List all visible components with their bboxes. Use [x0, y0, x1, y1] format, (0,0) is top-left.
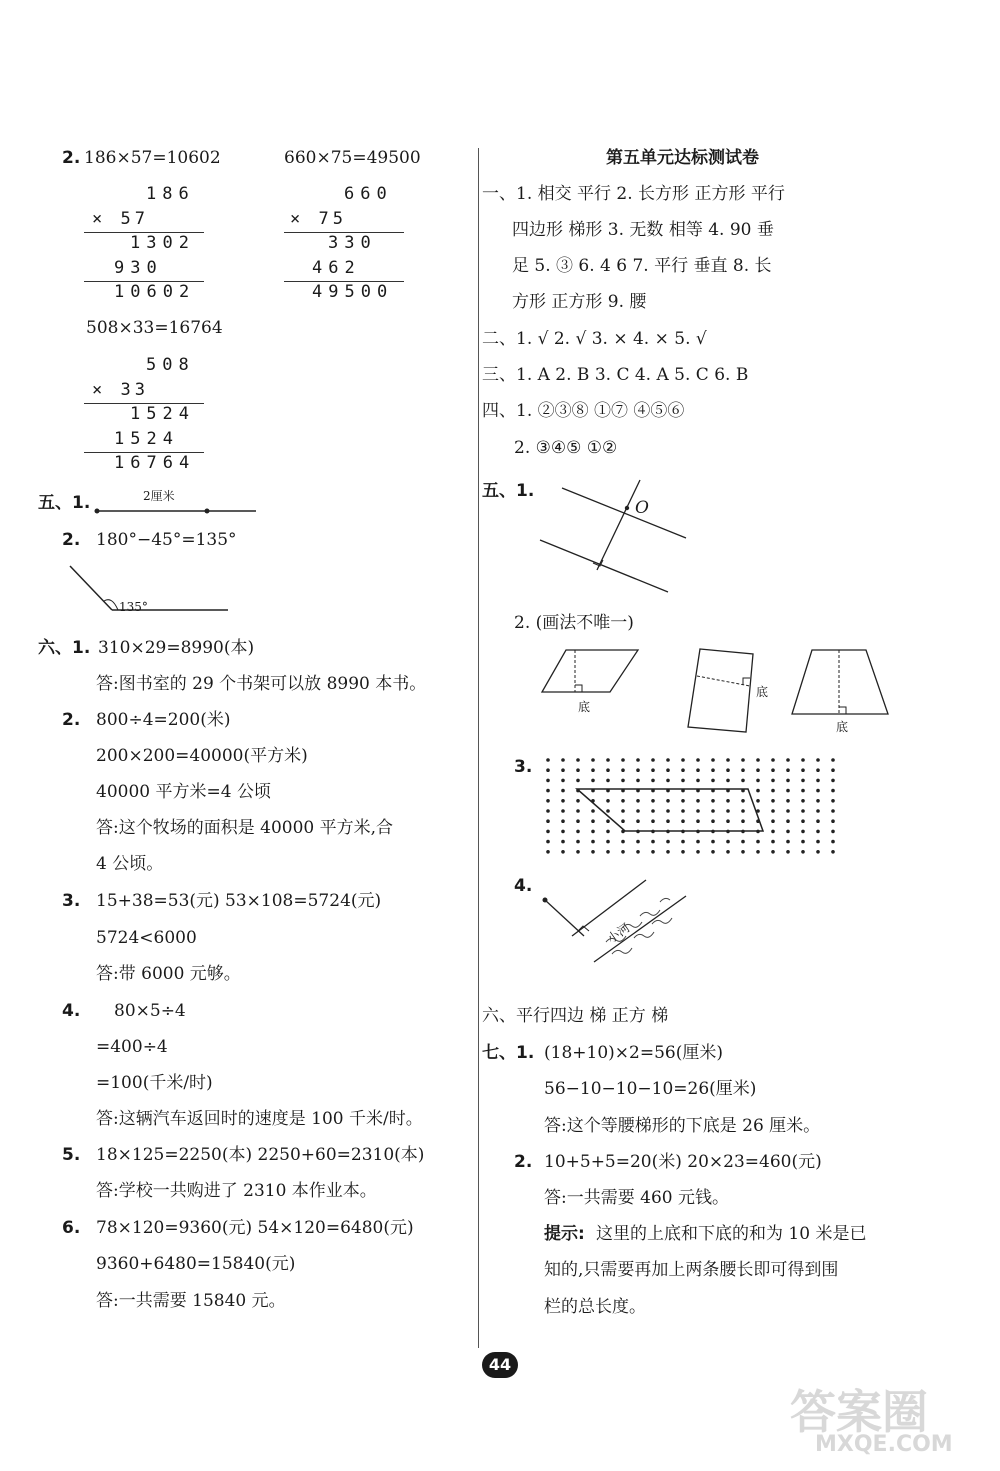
s6-q5-number: 5. — [62, 1145, 81, 1165]
section5-heading: 五、1. — [38, 493, 91, 513]
grid-dot — [816, 768, 820, 772]
grid-dot — [576, 779, 580, 783]
s1-line: 四边形 梯形 3. 无数 相等 4. 90 垂 — [512, 220, 774, 240]
grid-dot — [636, 779, 640, 783]
s5-q2-heading: 2. (画法不唯一) — [514, 613, 634, 633]
grid-dot — [591, 840, 595, 844]
grid-dot — [606, 758, 610, 762]
grid-dot — [711, 768, 715, 772]
grid-dot — [771, 799, 775, 803]
grid-dot — [606, 850, 610, 854]
section6-heading: 六、1. — [38, 638, 91, 658]
grid-dot — [816, 779, 820, 783]
s6-q6-line: 78×120=9360(元) 54×120=6480(元) — [96, 1218, 414, 1238]
s6-q2-line: 40000 平方米=4 公顷 — [96, 782, 271, 802]
grid-dot — [771, 850, 775, 854]
grid-dot — [651, 799, 655, 803]
grid-dot — [741, 850, 745, 854]
q2-number: 2. — [62, 148, 81, 168]
grid-dot — [786, 809, 790, 813]
grid-dot — [606, 779, 610, 783]
calc3-line: 1524 — [130, 404, 195, 424]
grid-dot — [546, 789, 550, 793]
grid-dot — [636, 768, 640, 772]
grid-dot — [561, 779, 565, 783]
s7-q2-number: 2. — [514, 1152, 533, 1172]
calc2-line: 49500 — [312, 282, 394, 302]
grid-dot — [681, 809, 685, 813]
grid-dot — [831, 779, 835, 783]
grid-dot — [726, 779, 730, 783]
grid-dot — [681, 819, 685, 823]
grid-dot — [666, 819, 670, 823]
grid-dot — [756, 840, 760, 844]
grid-dot — [771, 809, 775, 813]
calc1-line: 186 — [146, 184, 195, 204]
grid-dot — [831, 850, 835, 854]
grid-dot — [771, 779, 775, 783]
grid-dot — [831, 799, 835, 803]
grid-dot — [591, 830, 595, 834]
grid-dot — [561, 819, 565, 823]
grid-dot — [726, 840, 730, 844]
grid-dot — [621, 840, 625, 844]
s6-q6-number: 6. — [62, 1218, 81, 1238]
grid-dot — [666, 840, 670, 844]
grid-dot — [816, 840, 820, 844]
grid-dot — [696, 840, 700, 844]
grid-dot — [786, 799, 790, 803]
grid-dot — [666, 758, 670, 762]
grid-dot — [696, 768, 700, 772]
grid-dot — [561, 830, 565, 834]
grid-dot — [801, 779, 805, 783]
grid-dot — [726, 799, 730, 803]
point-o-label: O — [635, 498, 649, 518]
grid-dot — [726, 850, 730, 854]
calc2-line: 330 — [328, 233, 377, 253]
grid-dot — [801, 840, 805, 844]
grid-dot — [666, 809, 670, 813]
grid-dot — [831, 809, 835, 813]
grid-dot — [696, 758, 700, 762]
grid-dot — [801, 819, 805, 823]
s6-q4-number: 4. — [62, 1001, 81, 1021]
grid-dot — [636, 809, 640, 813]
s7-q2-line: 答:一共需要 460 元钱。 — [544, 1188, 729, 1208]
grid-dot — [831, 830, 835, 834]
grid-dot — [606, 830, 610, 834]
grid-dot — [771, 789, 775, 793]
grid-dot — [576, 758, 580, 762]
s5-q3-number: 3. — [514, 757, 533, 777]
grid-dot — [741, 819, 745, 823]
grid-dot — [666, 850, 670, 854]
s6-q5-line: 答:学校一共购进了 2310 本作业本。 — [96, 1181, 377, 1201]
grid-dot — [546, 850, 550, 854]
s6-q6-line: 9360+6480=15840(元) — [96, 1254, 296, 1274]
grid-dot — [711, 758, 715, 762]
grid-dot — [756, 850, 760, 854]
grid-dot — [576, 840, 580, 844]
calc2-line: × 75 — [290, 209, 347, 229]
q2-equation-2: 660×75=49500 — [284, 148, 421, 168]
grid-dot — [561, 768, 565, 772]
grid-dot — [621, 779, 625, 783]
grid-dot — [546, 799, 550, 803]
s3-line: 三、1. A 2. B 3. C 4. A 5. C 6. B — [482, 365, 749, 385]
river-label: 小河 — [604, 920, 633, 946]
grid-dot — [756, 758, 760, 762]
watermark-logo: 答案圈 — [790, 1385, 928, 1439]
hint-label: 提示: — [544, 1224, 585, 1244]
calc2-line: 660 — [344, 184, 393, 204]
grid-dot — [561, 809, 565, 813]
dot-grid — [546, 758, 835, 853]
s7-line: (18+10)×2=56(厘米) — [544, 1043, 723, 1063]
grid-dot — [681, 840, 685, 844]
grid-dot — [606, 799, 610, 803]
grid-dot — [786, 779, 790, 783]
s6-line: 310×29=8990(本) — [98, 638, 255, 658]
grid-dot — [651, 809, 655, 813]
calc2-line: 462 — [312, 258, 361, 278]
grid-dot — [741, 779, 745, 783]
grid-dot — [771, 768, 775, 772]
calc1-line: 10602 — [114, 282, 196, 302]
grid-dot — [666, 768, 670, 772]
page-number: 44 — [482, 1352, 518, 1378]
grid-dot — [696, 779, 700, 783]
grid-dot — [651, 850, 655, 854]
grid-dot — [831, 819, 835, 823]
grid-dot — [546, 768, 550, 772]
grid-dot — [591, 819, 595, 823]
base-label: 底 — [578, 700, 591, 714]
grid-dot — [816, 819, 820, 823]
calc1-line: × 57 — [92, 209, 149, 229]
grid-dot — [561, 789, 565, 793]
s6-answer: 答:图书室的 29 个书架可以放 8990 本书。 — [96, 674, 427, 694]
grid-dot — [546, 840, 550, 844]
grid-dot — [786, 830, 790, 834]
grid-dot — [546, 830, 550, 834]
s6-q4-line: =400÷4 — [96, 1037, 168, 1057]
grid-dot — [816, 830, 820, 834]
grid-dot — [696, 799, 700, 803]
s5-q2-number: 2. — [62, 530, 81, 550]
grid-dot — [591, 850, 595, 854]
grid-dot — [681, 779, 685, 783]
grid-dot — [576, 830, 580, 834]
s6-q4-line: =100(千米/时) — [96, 1073, 213, 1093]
grid-dot — [546, 809, 550, 813]
grid-dot — [621, 799, 625, 803]
grid-dot — [726, 819, 730, 823]
grid-dot — [741, 809, 745, 813]
grid-dot — [786, 789, 790, 793]
s7-line: 答:这个等腰梯形的下底是 26 厘米。 — [544, 1116, 821, 1136]
grid-dot — [696, 819, 700, 823]
grid-dot — [711, 779, 715, 783]
grid-dot — [576, 819, 580, 823]
grid-dot — [726, 758, 730, 762]
grid-dot — [636, 799, 640, 803]
s6-line: 六、平行四边 梯 正方 梯 — [482, 1006, 669, 1026]
grid-dot — [621, 850, 625, 854]
grid-dot — [741, 768, 745, 772]
grid-dot — [816, 809, 820, 813]
grid-dot — [621, 809, 625, 813]
grid-dot — [726, 809, 730, 813]
grid-dot — [771, 819, 775, 823]
grid-dot — [651, 768, 655, 772]
s6-q4-line: 答:这辆汽车返回时的速度是 100 千米/时。 — [96, 1109, 423, 1129]
grid-dot — [651, 758, 655, 762]
s1-line: 一、1. 相交 平行 2. 长方形 正方形 平行 — [482, 184, 785, 204]
s6-q2-line: 800÷4=200(米) — [96, 710, 231, 730]
grid-dot — [636, 850, 640, 854]
grid-dot — [546, 819, 550, 823]
s5-q4-number: 4. — [514, 876, 533, 896]
base-label: 底 — [836, 720, 849, 734]
grid-dot — [606, 809, 610, 813]
s4-line-2: 2. ③④⑤ ①② — [514, 438, 618, 458]
calc1-line: 1302 — [130, 233, 195, 253]
s7-heading: 七、1. — [482, 1043, 535, 1063]
grid-dot — [621, 768, 625, 772]
grid-dot — [801, 830, 805, 834]
grid-dot — [816, 850, 820, 854]
grid-dot — [696, 850, 700, 854]
grid-dot — [561, 850, 565, 854]
grid-dot — [606, 768, 610, 772]
grid-dot — [621, 819, 625, 823]
s7-line: 56−10−10−10=26(厘米) — [544, 1079, 757, 1099]
s1-line: 足 5. ③ 6. 4 6 7. 平行 垂直 8. 长 — [512, 256, 772, 276]
hint-line: 知的,只需要再加上两条腰长即可得到围 — [544, 1260, 839, 1280]
grid-dot — [816, 758, 820, 762]
grid-dot — [831, 758, 835, 762]
grid-dot — [786, 840, 790, 844]
grid-dot — [561, 840, 565, 844]
s6-q3-line: 答:带 6000 元够。 — [96, 964, 241, 984]
s5-q2-equation: 180°−45°=135° — [96, 530, 237, 550]
s6-q3-line: 15+38=53(元) 53×108=5724(元) — [96, 891, 382, 911]
grid-dot — [561, 799, 565, 803]
grid-dot — [756, 789, 760, 793]
grid-dot — [711, 850, 715, 854]
q2-equation-1: 186×57=10602 — [84, 148, 221, 168]
grid-dot — [741, 758, 745, 762]
hint-line: 这里的上底和下底的和为 10 米是已 — [596, 1224, 867, 1244]
grid-dot — [711, 809, 715, 813]
grid-dot — [651, 779, 655, 783]
grid-dot — [711, 799, 715, 803]
s6-q3-line: 5724<6000 — [96, 928, 197, 948]
grid-dot — [576, 799, 580, 803]
s4-line-1: 四、1. ②③⑧ ①⑦ ④⑤⑥ — [482, 401, 685, 421]
s2-line: 二、1. √ 2. √ 3. × 4. × 5. √ — [482, 329, 707, 349]
grid-dot — [771, 758, 775, 762]
grid-dot — [771, 840, 775, 844]
s6-q2-line: 4 公顷。 — [96, 854, 164, 874]
grid-dot — [651, 840, 655, 844]
grid-dot — [576, 850, 580, 854]
grid-dot — [786, 758, 790, 762]
s6-q2-number: 2. — [62, 710, 81, 730]
grid-dot — [786, 850, 790, 854]
grid-dot — [621, 758, 625, 762]
grid-dot — [606, 819, 610, 823]
grid-dot — [606, 840, 610, 844]
grid-dot — [636, 758, 640, 762]
grid-dot — [666, 779, 670, 783]
grid-dot — [681, 758, 685, 762]
calc3-line: × 33 — [92, 380, 149, 400]
segment-length-label: 2厘米 — [143, 489, 175, 503]
grid-dot — [636, 819, 640, 823]
s6-q2-line: 200×200=40000(平方米) — [96, 746, 308, 766]
q2-equation-3: 508×33=16764 — [86, 318, 223, 338]
grid-dot — [681, 850, 685, 854]
grid-dot — [636, 840, 640, 844]
grid-dot — [726, 768, 730, 772]
grid-dot — [591, 779, 595, 783]
calc1-line: 930 — [114, 258, 163, 278]
grid-dot — [786, 819, 790, 823]
r-section5-heading: 五、1. — [482, 481, 535, 501]
grid-dot — [801, 799, 805, 803]
grid-dot — [741, 840, 745, 844]
grid-dot — [831, 768, 835, 772]
grid-dot — [831, 840, 835, 844]
grid-dot — [816, 799, 820, 803]
base-label: 底 — [756, 685, 769, 699]
grid-dot — [756, 779, 760, 783]
s6-q3-number: 3. — [62, 891, 81, 911]
grid-dot — [591, 809, 595, 813]
grid-dot — [756, 768, 760, 772]
grid-dot — [816, 789, 820, 793]
s7-q2-line: 10+5+5=20(米) 20×23=460(元) — [544, 1152, 822, 1172]
grid-dot — [591, 768, 595, 772]
angle-label: 135° — [119, 600, 148, 614]
grid-dot — [651, 819, 655, 823]
grid-dot — [576, 809, 580, 813]
grid-dot — [711, 840, 715, 844]
grid-dot — [681, 768, 685, 772]
calc3-line: 16764 — [114, 453, 196, 473]
grid-dot — [831, 789, 835, 793]
s1-line: 方形 正方形 9. 腰 — [512, 292, 647, 312]
hint-line: 栏的总长度。 — [544, 1297, 646, 1317]
grid-dot — [666, 799, 670, 803]
grid-dot — [561, 758, 565, 762]
grid-dot — [696, 809, 700, 813]
grid-dot — [801, 758, 805, 762]
s6-q6-line: 答:一共需要 15840 元。 — [96, 1291, 286, 1311]
grid-dot — [741, 799, 745, 803]
grid-dot — [801, 809, 805, 813]
grid-dot — [786, 768, 790, 772]
grid-dot — [801, 850, 805, 854]
watermark-url: MXQE.COM — [815, 1432, 953, 1457]
grid-dot — [801, 768, 805, 772]
grid-dot — [711, 819, 715, 823]
unit-test-title: 第五单元达标测试卷 — [606, 148, 759, 168]
calc3-line: 508 — [146, 355, 195, 375]
grid-dot — [546, 758, 550, 762]
s6-q2-line: 答:这个牧场的面积是 40000 平方米,合 — [96, 818, 394, 838]
grid-dot — [591, 758, 595, 762]
grid-dot — [681, 799, 685, 803]
s6-q5-line: 18×125=2250(本) 2250+60=2310(本) — [96, 1145, 425, 1165]
s6-q4-line: 80×5÷4 — [114, 1001, 186, 1021]
grid-dot — [801, 789, 805, 793]
calc3-line: 1524 — [114, 429, 179, 449]
grid-dot — [756, 799, 760, 803]
grid-dot — [576, 768, 580, 772]
grid-dot — [771, 830, 775, 834]
grid-dot — [546, 779, 550, 783]
